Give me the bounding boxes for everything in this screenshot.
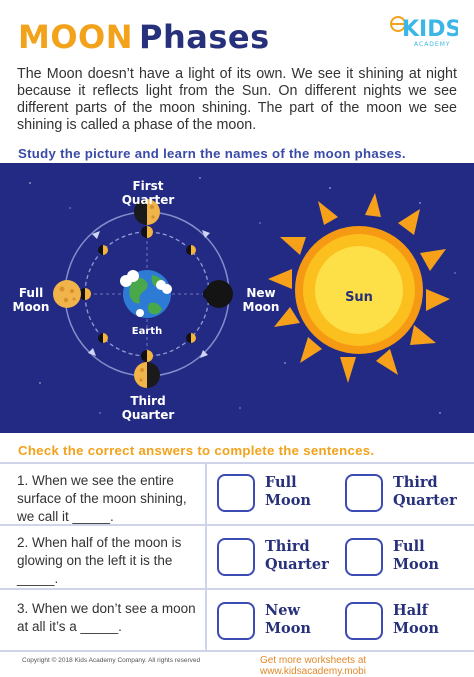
- third-quarter-moon-icon: [134, 362, 160, 388]
- moon-phases-diagram: [0, 163, 474, 433]
- third-quarter-text: Third Quarter: [121, 394, 175, 422]
- option-q2-full-moon[interactable]: [345, 534, 467, 580]
- title-phases: Phases: [139, 18, 270, 56]
- label-third-quarter: [118, 394, 178, 422]
- label-full-moon: [10, 286, 52, 314]
- check-instruction: Check the correct answers to complete the sentences.: [18, 443, 375, 458]
- option-label: Full Moon: [393, 538, 439, 573]
- title-moon: MOON: [18, 18, 134, 56]
- option-q1-third-quarter[interactable]: [345, 470, 467, 516]
- divider: [0, 650, 474, 652]
- header: [0, 0, 474, 62]
- sun-icon: [268, 193, 450, 383]
- label-sun: Sun: [345, 290, 373, 305]
- option-q1-full-moon[interactable]: [217, 470, 339, 516]
- option-label: Full Moon: [265, 474, 311, 509]
- copyright-text: Copyright © 2018 Kids Academy Company. All rights reserved: [22, 657, 201, 664]
- svg-text:KIDS: KIDS: [402, 17, 458, 42]
- divider: [0, 588, 474, 590]
- checkbox[interactable]: [217, 538, 255, 576]
- earth-icon: [120, 270, 172, 318]
- footer: [0, 654, 474, 677]
- label-earth: Earth: [131, 326, 163, 337]
- checkbox[interactable]: [217, 474, 255, 512]
- intro-paragraph: The Moon doesn’t have a light of its own. We see it shining at night because it reflects light from the Sun. On different nights we see different parts of the moon shining. The part of the moon we see shining is called a phase of the moon.: [17, 66, 457, 133]
- option-label: New Moon: [265, 602, 311, 637]
- kids-academy-logo: [378, 12, 458, 52]
- quiz-section: [0, 462, 474, 652]
- new-moon-icon: [205, 280, 233, 308]
- checkbox[interactable]: [345, 538, 383, 576]
- option-label: Third Quarter: [265, 538, 329, 573]
- checkbox[interactable]: [345, 474, 383, 512]
- study-instruction: Study the picture and learn the names of the moon phases.: [18, 146, 406, 161]
- divider: [0, 462, 474, 464]
- page-title: [18, 18, 270, 56]
- divider-vertical: [205, 462, 207, 652]
- label-first-quarter: [118, 179, 178, 207]
- option-q3-new-moon[interactable]: [217, 598, 339, 644]
- question-2: 2. When half of the moon is glowing on the left it is the _____.: [17, 535, 182, 586]
- checkbox[interactable]: [217, 602, 255, 640]
- checkbox[interactable]: [345, 602, 383, 640]
- question-3: 3. When we don’t see a moon at all it’s a _____.: [17, 601, 196, 634]
- diagram-svg: [0, 163, 474, 433]
- option-q3-half-moon[interactable]: [345, 598, 467, 644]
- full-moon-text: Full Moon: [12, 286, 50, 314]
- more-worksheets-link[interactable]: Get more worksheets at www.kidsacademy.mobi: [260, 655, 367, 677]
- full-moon-icon: [53, 280, 81, 308]
- option-q2-third-quarter[interactable]: [217, 534, 339, 580]
- option-label: Half Moon: [393, 602, 439, 637]
- question-1: 1. When we see the entire surface of the moon shining, we call it _____.: [17, 473, 187, 524]
- first-quarter-text: First Quarter: [121, 179, 175, 207]
- new-moon-text: New Moon: [242, 286, 280, 314]
- label-new-moon: [240, 286, 282, 314]
- svg-text:ACADEMY: ACADEMY: [414, 41, 451, 48]
- option-label: Third Quarter: [393, 474, 457, 509]
